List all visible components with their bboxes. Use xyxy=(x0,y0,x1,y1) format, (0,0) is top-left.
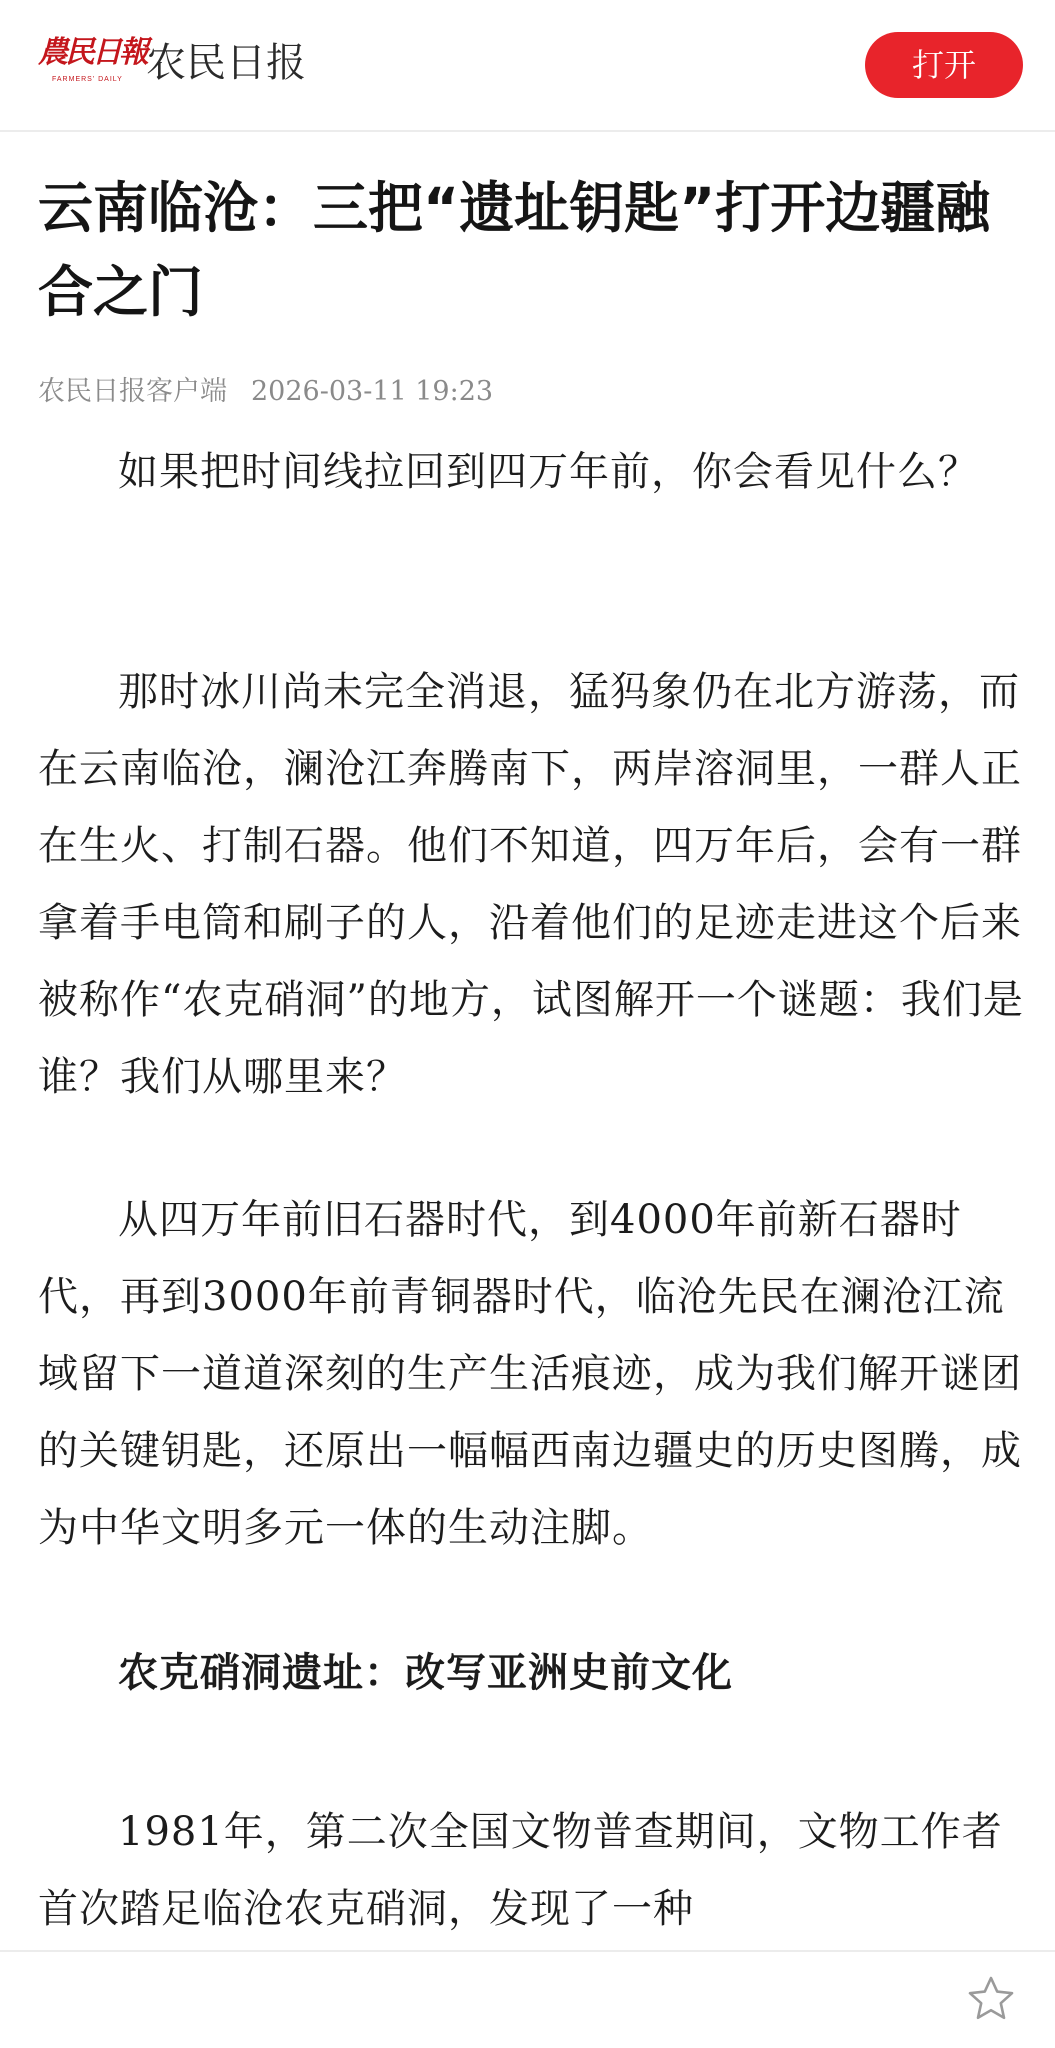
article-datetime: 2026-03-11 19:23 xyxy=(251,376,494,407)
brand-name: 农民日报 xyxy=(146,40,306,86)
article-meta xyxy=(38,374,493,410)
star-outline-icon[interactable] xyxy=(966,1974,1016,2024)
bottom-bar xyxy=(0,1950,1055,2048)
logo-subtext: FARMERS' DAILY xyxy=(52,76,123,83)
article-paragraph: 1981年，第二次全国文物普查期间，文物工作者首次踏足临沧农克硝洞，发现了一种 xyxy=(38,1809,1003,1932)
article-paragraph: 那时冰川尚未完全消退，猛犸象仍在北方游荡，而在云南临沧，澜沧江奔腾南下，两岸溶洞里，一群人正在生火、打制石器。他们不知道，四万年后，会有一群拿着手电筒和刷子的人，沿着他们的足迹走进这个后来被称作“农克硝洞”的地方，试图解开一个谜题：我们是谁？我们从哪里来？ xyxy=(38,669,1024,1100)
open-app-button[interactable]: 打开 xyxy=(865,32,1023,98)
article-source: 农民日报客户端 xyxy=(38,376,227,407)
logo-calligraphy: 農民日報 xyxy=(38,35,146,70)
article-paragraph: 从四万年前旧石器时代，到4000年前新石器时代，再到3000年前青铜器时代，临沧先民在澜沧江流域留下一道道深刻的生产生活痕迹，成为我们解开谜团的关键钥匙，还原出一幅幅西南边疆史的历史图腾，成为中华文明多元一体的生动注脚。 xyxy=(38,1197,1022,1551)
newspaper-logo xyxy=(38,34,146,92)
section-subheading: 农克硝洞遗址：改写亚洲史前文化 xyxy=(118,1649,733,1696)
article-paragraph: 如果把时间线拉回到四万年前，你会看见什么？ xyxy=(118,449,979,495)
article-title: 云南临沧：三把“遗址钥匙”打开边疆融合之门 xyxy=(38,176,991,324)
app-header xyxy=(0,0,1055,132)
